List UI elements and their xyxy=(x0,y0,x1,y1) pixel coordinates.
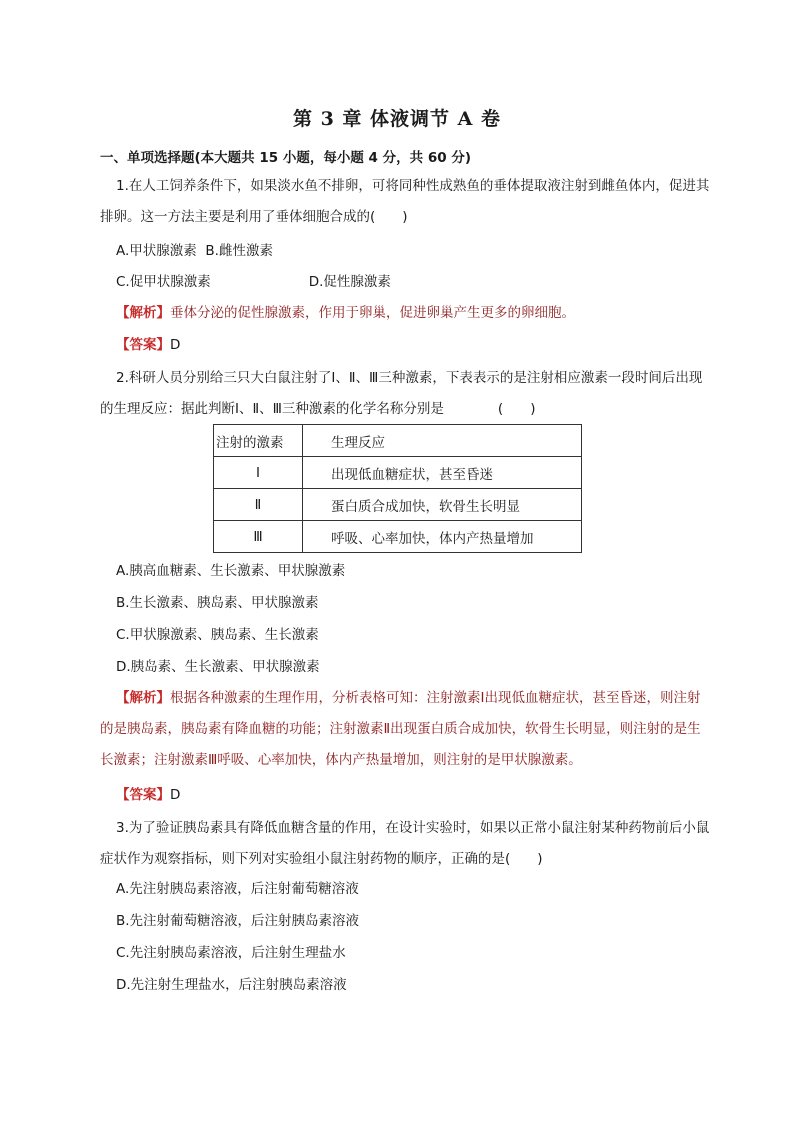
analysis-tag: 【解析】 xyxy=(116,305,170,321)
analysis-tag: 【解析】 xyxy=(116,690,170,706)
table-row xyxy=(214,521,582,553)
table-cell: 出现低血糖症状，甚至昏迷 xyxy=(303,457,582,489)
table-row xyxy=(214,489,582,521)
table-cell: Ⅱ xyxy=(214,489,303,521)
table-cell: 呼吸、心率加快，体内产热量增加 xyxy=(303,521,582,553)
question-2-analysis xyxy=(100,683,712,776)
table-row xyxy=(214,457,582,489)
question-3-option-b: B.先注射葡萄糖溶液，后注射胰岛素溶液 xyxy=(116,913,360,929)
table-cell: Ⅰ xyxy=(214,457,303,489)
answer-tag: 【答案】 xyxy=(116,337,170,353)
option-a: A.甲状腺激素 xyxy=(116,243,197,259)
hormone-table xyxy=(213,424,582,553)
question-3-option-a: A.先注射胰岛素溶液，后注射葡萄糖溶液 xyxy=(116,881,359,897)
table-cell: Ⅲ xyxy=(214,521,303,553)
question-3-option-c: C.先注射胰岛素溶液，后注射生理盐水 xyxy=(116,945,346,961)
answer-value: D xyxy=(170,787,181,803)
question-2-option-c: C.甲状腺激素、胰岛素、生长激素 xyxy=(116,627,319,643)
answer-tag: 【答案】 xyxy=(116,787,170,803)
question-3-stem: 3.为了验证胰岛素具有降低血糖含量的作用，在设计实验时，如果以正常小鼠注射某种药物前后小鼠症状作为观察指标，则下列对实验组小鼠注射药物的顺序，正确的是( ) xyxy=(100,820,710,867)
question-1-answer xyxy=(116,335,180,355)
analysis-text: 垂体分泌的促性腺激素，作用于卵巢，促进卵巢产生更多的卵细胞。 xyxy=(170,305,575,321)
table-header-row xyxy=(214,425,582,457)
table-cell: 蛋白质合成加快，软骨生长明显 xyxy=(303,489,582,521)
table-header-cell: 生理反应 xyxy=(303,425,582,457)
analysis-text: 根据各种激素的生理作用，分析表格可知：注射激素Ⅰ出现低血糖症状，甚至昏迷，则注射的是胰岛素，胰岛素有降血糖的功能；注射激素Ⅱ出现蛋白质合成加快，软骨生长明显，则注射的是生长激素；注射激素Ⅲ呼吸、心率加快，体内产热量增加，则注射的是甲状腺激素。 xyxy=(100,690,701,768)
question-1-options-cd xyxy=(116,272,391,292)
page-title: 第 3 章 体液调节 A 卷 xyxy=(292,108,502,130)
option-d: D.促性腺激素 xyxy=(308,274,391,290)
option-c: C.促甲状腺激素 xyxy=(116,274,211,290)
question-2-option-d: D.胰岛素、生长激素、甲状腺激素 xyxy=(116,659,320,675)
question-2-option-b: B.生长激素、胰岛素、甲状腺激素 xyxy=(116,595,319,611)
question-2-answer xyxy=(116,785,180,805)
question-1-analysis xyxy=(116,303,575,323)
table-header-cell: 注射的激素 xyxy=(214,425,303,457)
answer-value: D xyxy=(170,337,181,353)
option-b: B.雌性激素 xyxy=(205,243,273,259)
question-2-stem: 2.科研人员分别给三只大白鼠注射了Ⅰ、Ⅱ、Ⅲ三种激素，下表表示的是注射相应激素一段时间后出现的生理反应：据此判断Ⅰ、Ⅱ、Ⅲ三种激素的化学名称分别是 ( ) xyxy=(100,370,703,417)
question-1-stem: 1.在人工饲养条件下，如果淡水鱼不排卵，可将同种性成熟鱼的垂体提取液注射到雌鱼体内，促进其排卵。这一方法主要是利用了垂体细胞合成的( ) xyxy=(100,178,710,225)
question-2-option-a: A.胰高血糖素、生长激素、甲状腺激素 xyxy=(116,563,346,579)
question-3-option-d: D.先注射生理盐水，后注射胰岛素溶液 xyxy=(116,977,347,993)
question-1-options-ab xyxy=(116,241,273,261)
section-heading: 一、单项选择题(本大题共 15 小题，每小题 4 分，共 60 分) xyxy=(100,150,472,166)
